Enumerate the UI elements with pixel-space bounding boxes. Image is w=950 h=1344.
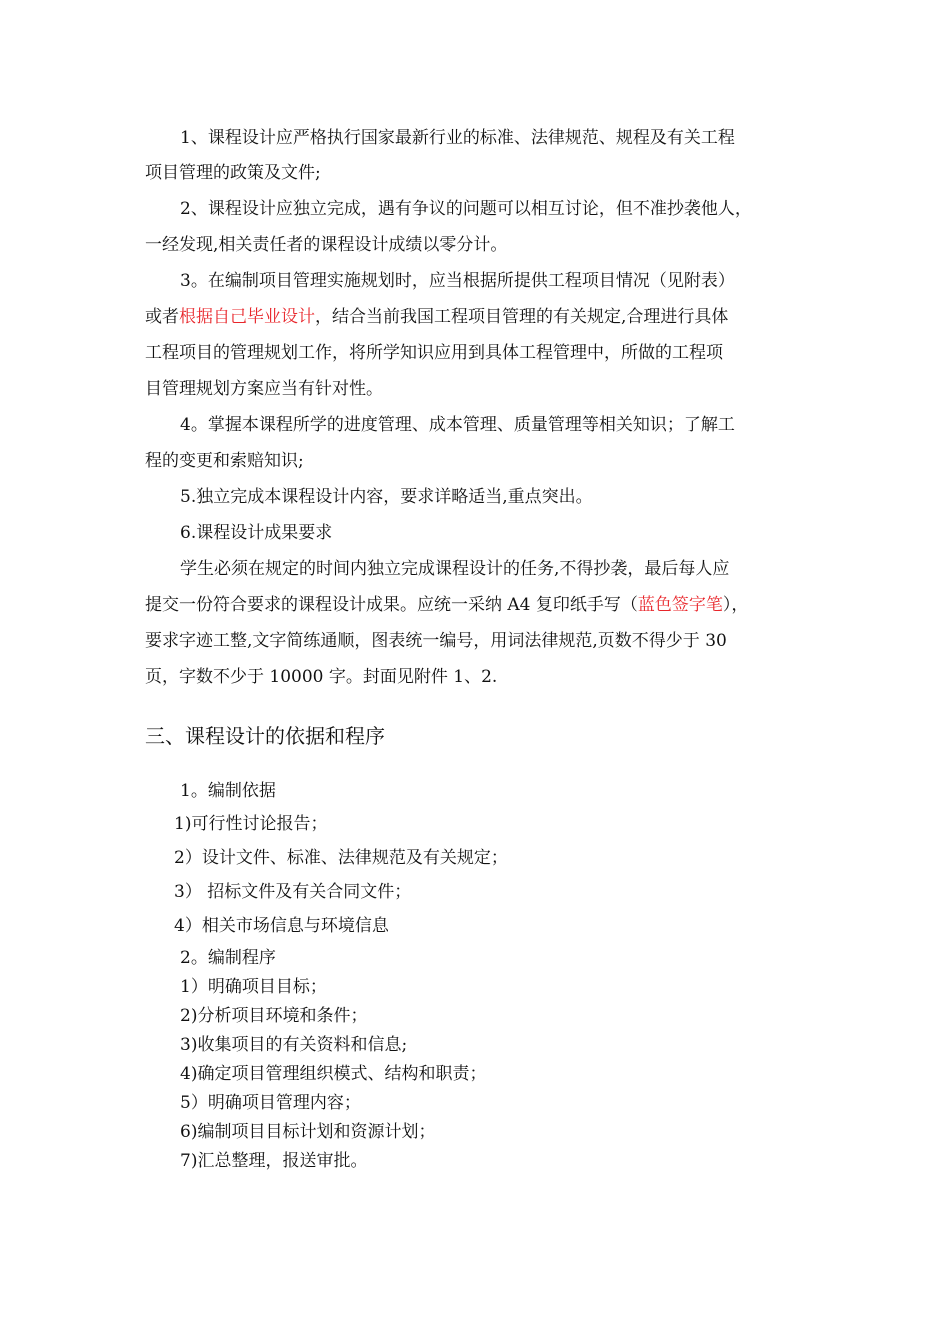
procedure-title: 2。编制程序 xyxy=(180,948,276,968)
req-item-3-suffix: ，结合当前我国工程项目管理的有关规定,合理进行具体 xyxy=(315,307,729,327)
req-item-1-line-2: 项目管理的政策及文件; xyxy=(145,163,321,183)
req-item-3-line-3: 工程项目的管理规划工作，将所学知识应用到具体工程管理中，所做的工程项 xyxy=(145,343,723,363)
section-3-heading: 三、课程设计的依据和程序 xyxy=(145,724,385,748)
req-item-4-line-1: 4。掌握本课程所学的进度管理、成本管理、质量管理等相关知识；了解工 xyxy=(180,415,735,435)
procedure-item: 6)编制项目目标计划和资源计划； xyxy=(180,1122,436,1142)
req-item-3-prefix: 或者 xyxy=(145,307,179,327)
req-item-3-line-4: 目管理规划方案应当有针对性。 xyxy=(145,379,383,399)
req-item-3-highlight: 根据自己毕业设计 xyxy=(179,307,315,327)
basis-item: 2）设计文件、标准、法律规范及有关规定； xyxy=(174,848,508,868)
req-item-6-line-4: 页，字数不少于 10000 字。封面见附件 1、2. xyxy=(145,667,498,687)
req-item-1-line-1: 1、课程设计应严格执行国家最新行业的标准、法律规范、规程及有关工程 xyxy=(180,128,735,148)
basis-item: 1)可行性讨论报告； xyxy=(174,814,328,834)
req-item-2-line-1: 2、课程设计应独立完成，遇有争议的问题可以相互讨论，但不准抄袭他人， xyxy=(180,199,752,219)
procedure-item: 4)确定项目管理组织模式、结构和职责； xyxy=(180,1064,487,1084)
req-item-6-prefix: 提交一份符合要求的课程设计成果。应统一采纳 A4 复印纸手写（ xyxy=(145,595,638,615)
req-item-2-line-2: 一经发现,相关责任者的课程设计成绩以零分计。 xyxy=(145,235,508,255)
req-item-4-line-2: 程的变更和索赔知识; xyxy=(145,451,304,471)
req-item-6-line-2 xyxy=(145,593,748,617)
req-item-6-highlight: 蓝色签字笔 xyxy=(637,595,723,615)
basis-item: 3） 招标文件及有关合同文件； xyxy=(174,882,412,902)
procedure-item: 2)分析项目环境和条件； xyxy=(180,1006,368,1026)
req-item-3-line-2 xyxy=(145,305,728,329)
procedure-item: 5）明确项目管理内容； xyxy=(180,1093,361,1113)
req-item-6-line-1: 学生必须在规定的时间内独立完成课程设计的任务,不得抄袭，最后每人应 xyxy=(180,559,730,579)
procedure-item: 3)收集项目的有关资料和信息; xyxy=(180,1035,408,1055)
procedure-item: 7)汇总整理，报送审批。 xyxy=(180,1151,368,1171)
procedure-item: 1）明确项目目标； xyxy=(180,977,327,997)
basis-title: 1。编制依据 xyxy=(180,781,276,801)
req-item-6-suffix: ）， xyxy=(722,595,749,615)
basis-item: 4）相关市场信息与环境信息 xyxy=(174,916,389,936)
req-item-5: 5.独立完成本课程设计内容，要求详略适当,重点突出。 xyxy=(180,487,593,507)
req-item-6-title: 6.课程设计成果要求 xyxy=(180,523,333,543)
req-item-3-line-1: 3。在编制项目管理实施规划时，应当根据所提供工程项目情况（见附表） xyxy=(180,271,735,291)
req-item-6-line-3: 要求字迹工整,文字简练通顺，图表统一编号，用词法律规范,页数不得少于 30 xyxy=(145,631,727,651)
